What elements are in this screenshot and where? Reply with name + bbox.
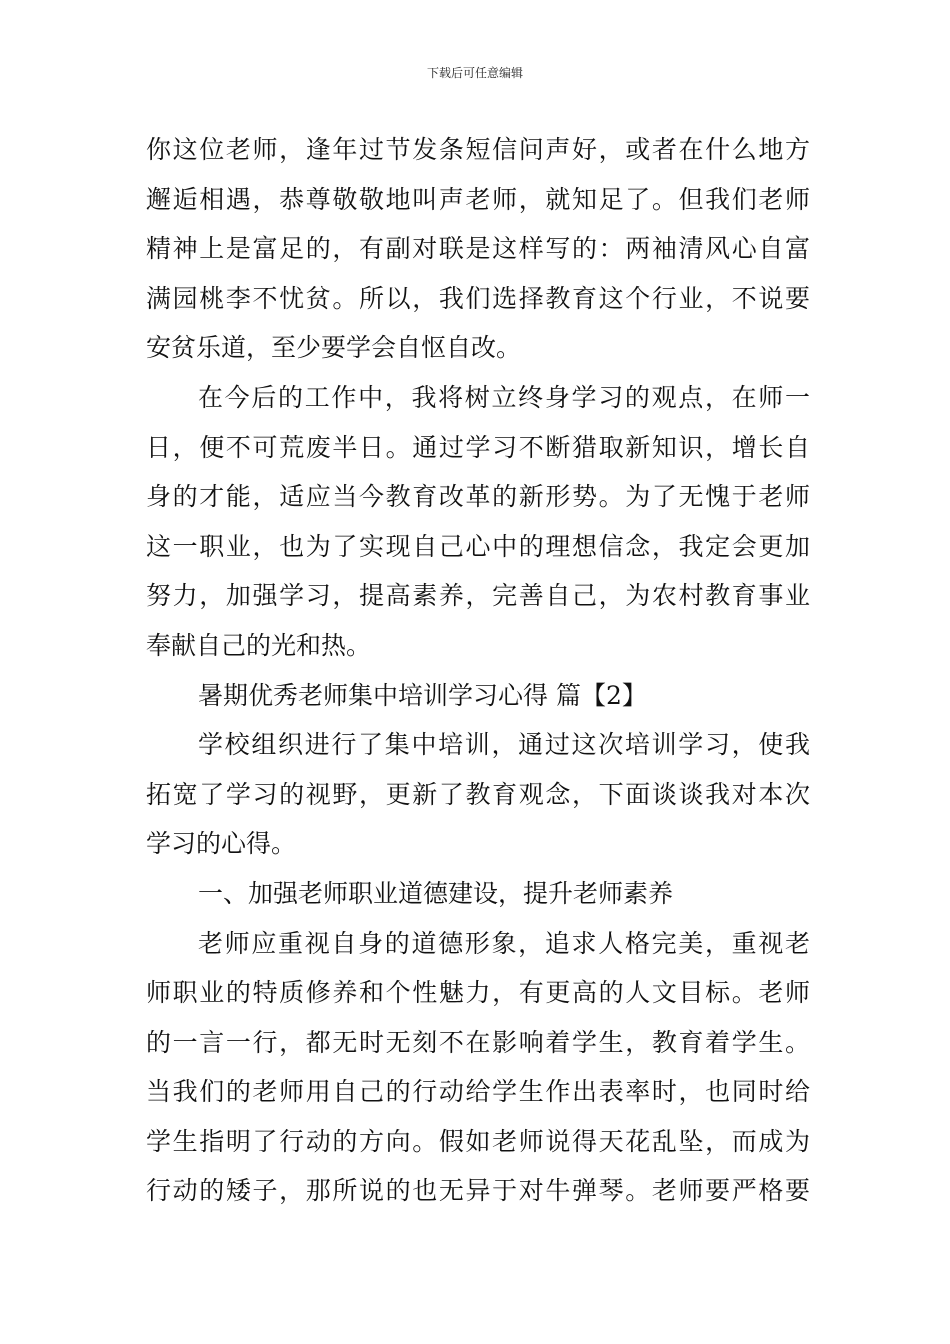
text-line: 学生指明了行动的方向。假如老师说得天花乱坠，而成为 xyxy=(146,1126,810,1156)
paragraph xyxy=(146,125,810,373)
text-line: 安贫乐道，至少要学会自怄自改。 xyxy=(146,333,522,363)
document-body xyxy=(146,125,810,1216)
text-line: 满园桃李不忧贫。所以，我们选择教育这个行业，不说要 xyxy=(146,283,810,313)
text-line: 当我们的老师用自己的行动给学生作出表率时，也同时给 xyxy=(146,1077,810,1107)
text-line: 身的才能，适应当今教育改革的新形势。为了无愧于老师 xyxy=(146,482,810,512)
section-title xyxy=(146,671,810,721)
paragraph xyxy=(146,919,810,1217)
paragraph xyxy=(146,720,810,869)
text-line: 暑期优秀老师集中培训学习心得 篇【2】 xyxy=(198,680,647,710)
text-line: 一、加强老师职业道德建设，提升老师素养 xyxy=(198,878,674,908)
text-line: 奉献自己的光和热。 xyxy=(146,630,372,660)
text-line: 你这位老师，逢年过节发条短信问声好，或者在什么地方 xyxy=(146,135,810,164)
page-header: 下载后可任意编辑 xyxy=(426,66,523,80)
text-line: 精神上是富足的，有副对联是这样写的：两袖清风心自富 xyxy=(146,234,810,264)
text-line: 拓宽了学习的视野，更新了教育观念，下面谈谈我对本次 xyxy=(146,779,810,809)
text-line: 行动的矮子，那所说的也无异于对牛弹琴。老师要严格要 xyxy=(146,1176,810,1206)
text-line: 老师应重视自身的道德形象，追求人格完美，重视老 xyxy=(198,928,810,958)
text-line: 努力，加强学习，提高素养，完善自己，为农村教育事业 xyxy=(146,581,810,611)
text-line: 师职业的特质修养和个性魅力，有更高的人文目标。老师 xyxy=(146,978,810,1008)
text-line: 日，便不可荒废半日。通过学习不断猎取新知识，增长自 xyxy=(146,432,810,462)
text-line: 这一职业，也为了实现自己心中的理想信念，我定会更加 xyxy=(146,531,810,561)
text-line: 邂逅相遇，恭尊敬敬地叫声老师，就知足了。但我们老师 xyxy=(146,184,810,214)
text-line: 学校组织进行了集中培训，通过这次培训学习，使我 xyxy=(198,730,810,760)
text-line: 的一言一行，都无时无刻不在影响着学生，教育着学生。 xyxy=(146,1027,810,1057)
text-line: 在今后的工作中，我将树立终身学习的观点，在师一 xyxy=(198,382,810,412)
text-line: 学习的心得。 xyxy=(146,829,297,859)
section-heading xyxy=(146,869,810,919)
paragraph xyxy=(146,373,810,671)
